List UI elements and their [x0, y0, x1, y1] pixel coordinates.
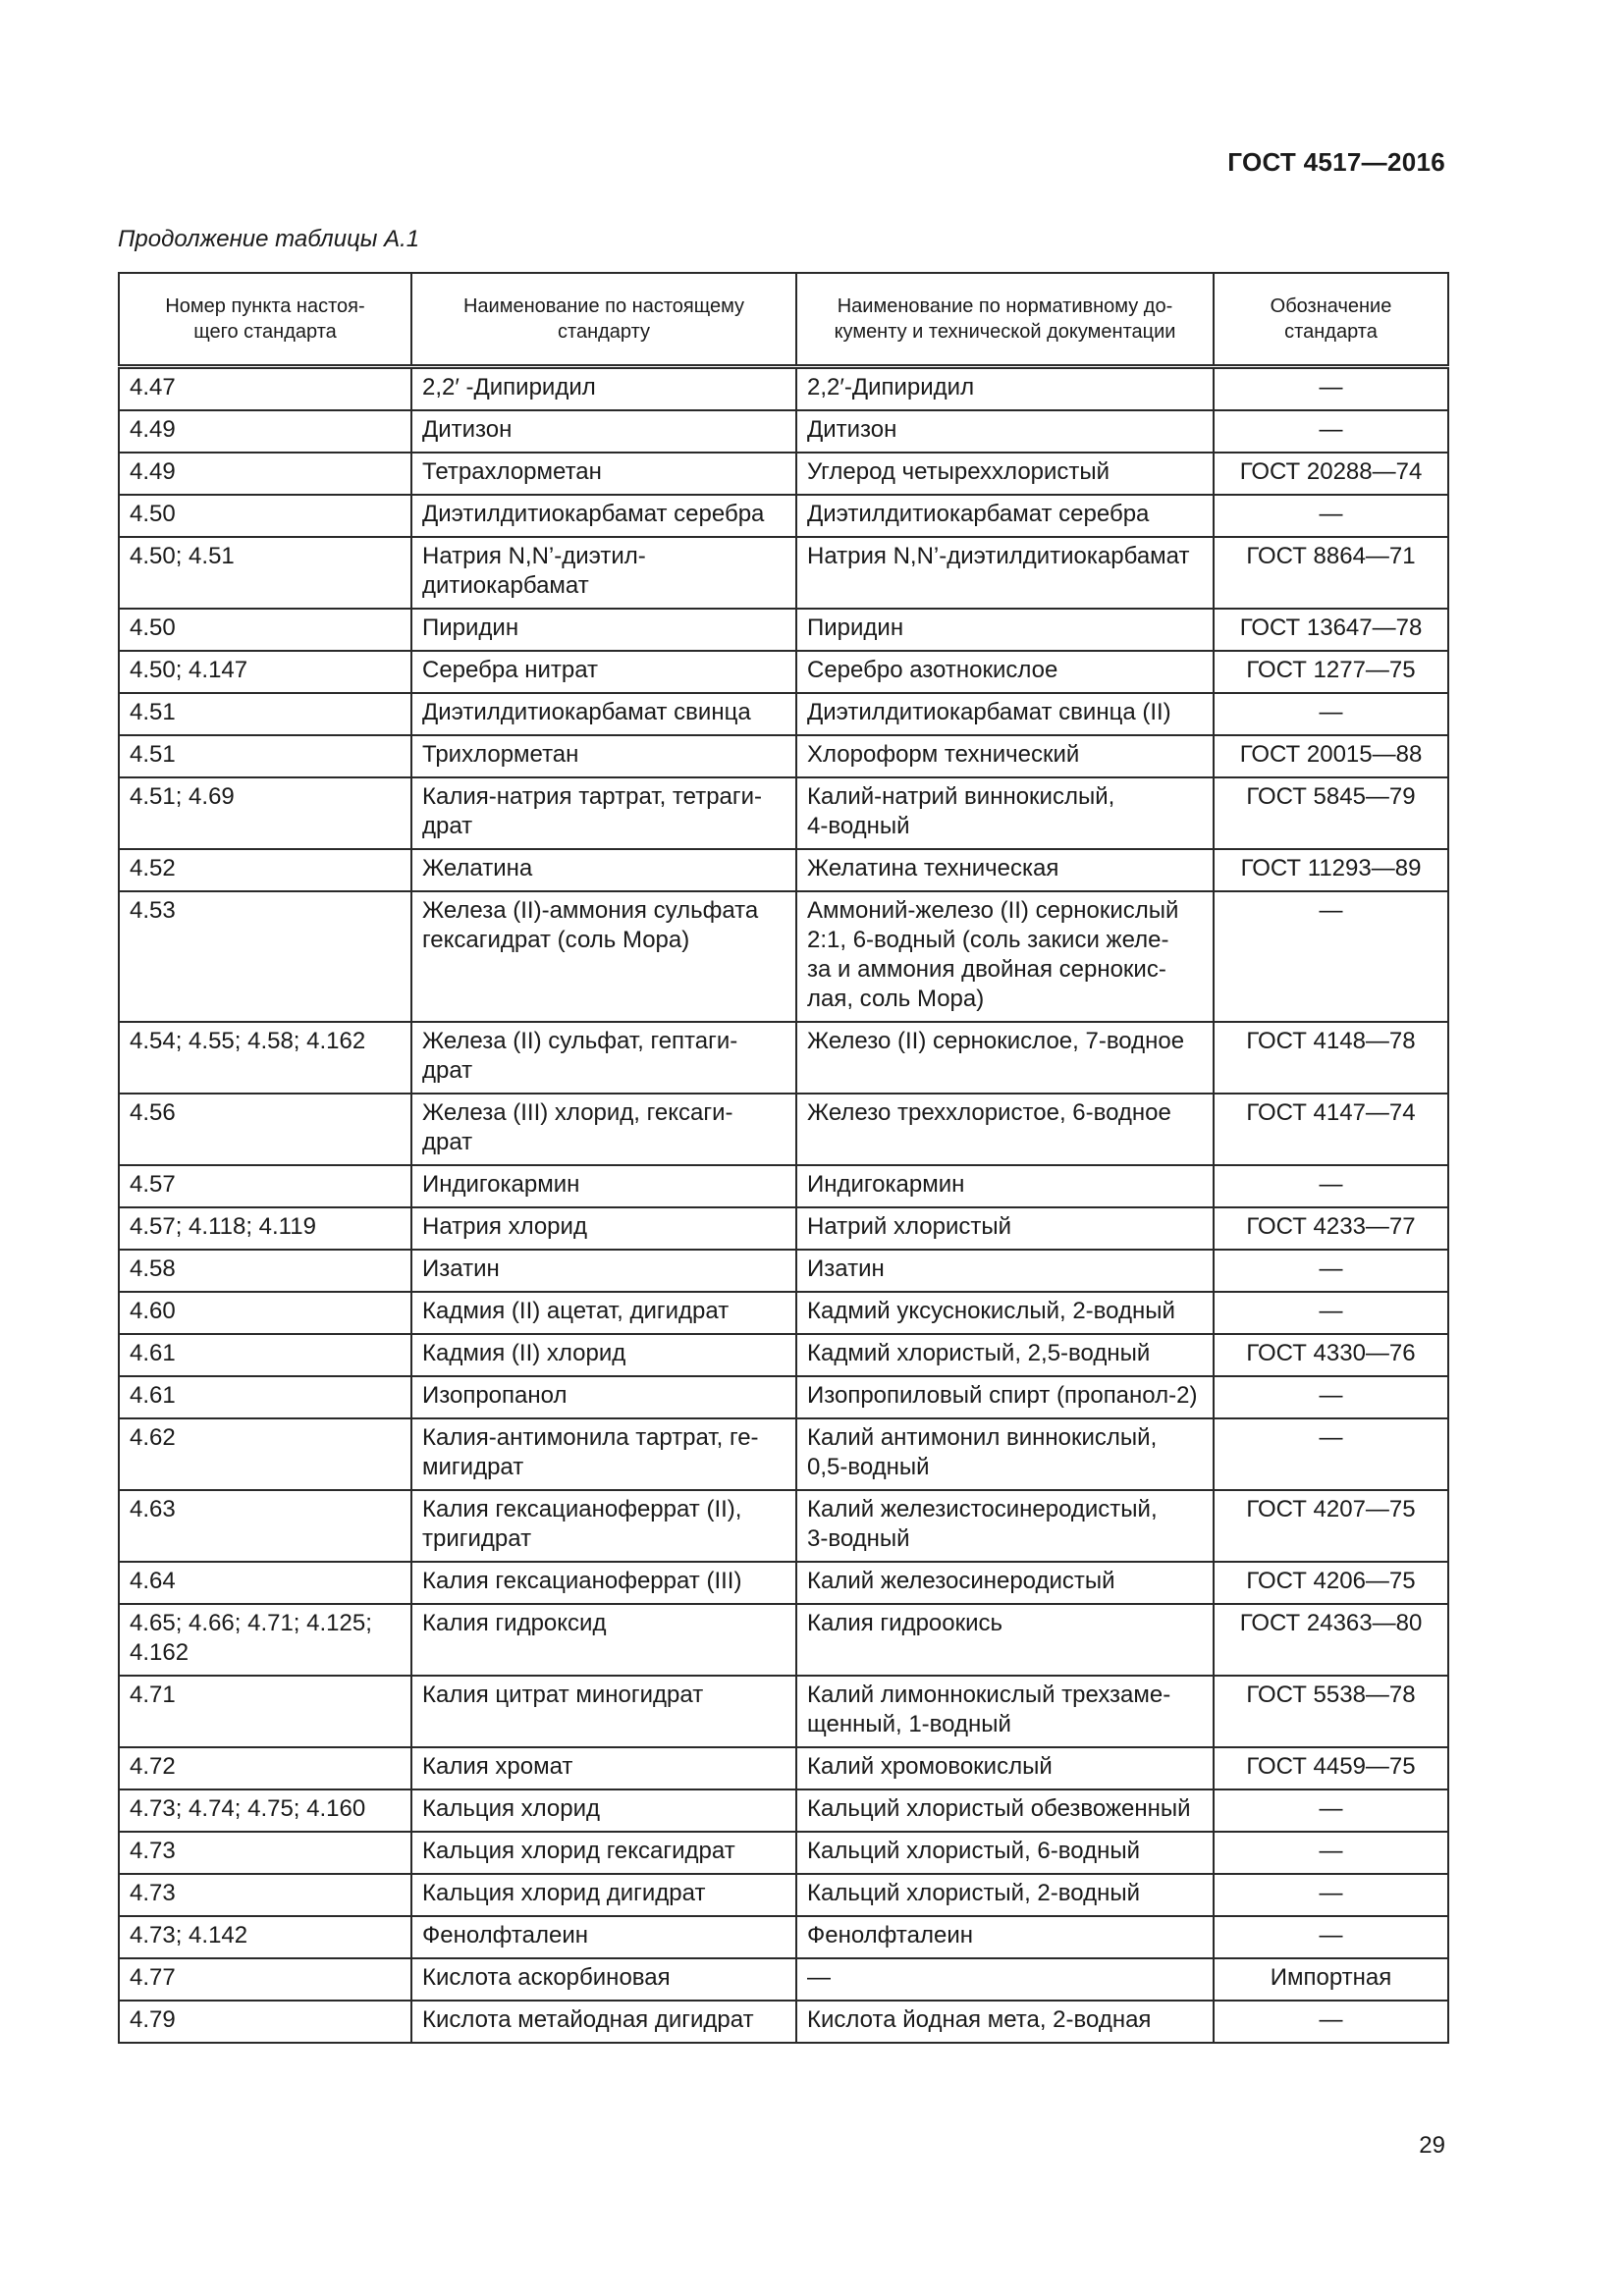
table-row — [119, 693, 1448, 735]
document-code: ГОСТ 4517—2016 — [1227, 147, 1445, 177]
clause-number-cell: 4.73; 4.74; 4.75; 4.160 — [119, 1789, 411, 1832]
header-row — [119, 273, 1448, 367]
clause-number-cell: 4.51; 4.69 — [119, 777, 411, 849]
designation-cell: — — [1214, 1916, 1448, 1958]
clause-number-cell: 4.64 — [119, 1562, 411, 1604]
clause-number-cell: 4.60 — [119, 1292, 411, 1334]
table-row — [119, 1916, 1448, 1958]
document-name-cell: Аммоний-железо (II) сернокислый 2:1, 6-водный (соль закиси желе- за и аммония двойная сернокис- лая, соль Мора) — [796, 891, 1214, 1022]
designation-cell: ГОСТ 20015—88 — [1214, 735, 1448, 777]
reagents-table — [118, 272, 1449, 2044]
standard-name-cell: Натрия хлорид — [411, 1207, 796, 1250]
table-row — [119, 1747, 1448, 1789]
table-row — [119, 1418, 1448, 1490]
designation-cell: — — [1214, 1874, 1448, 1916]
designation-cell: — — [1214, 1292, 1448, 1334]
document-name-cell: Калий железистосинеродистый, 3-водный — [796, 1490, 1214, 1562]
table-row — [119, 367, 1448, 411]
designation-cell: ГОСТ 11293—89 — [1214, 849, 1448, 891]
standard-name-cell: Калия-антимонила тартрат, ге- мигидрат — [411, 1418, 796, 1490]
table-row — [119, 1022, 1448, 1094]
table-row — [119, 891, 1448, 1022]
designation-cell: ГОСТ 4148—78 — [1214, 1022, 1448, 1094]
standard-name-cell: Калия гексацианоферрат (III) — [411, 1562, 796, 1604]
standard-name-cell: Трихлорметан — [411, 735, 796, 777]
standard-name-cell: Пиридин — [411, 609, 796, 651]
document-name-cell: Кальций хлористый, 6-водный — [796, 1832, 1214, 1874]
column-header-standard-designation: Обозначение стандарта — [1214, 273, 1448, 367]
designation-cell: — — [1214, 891, 1448, 1022]
document-name-cell: Хлороформ технический — [796, 735, 1214, 777]
page-number: 29 — [1419, 2132, 1445, 2159]
standard-name-cell: Кислота аскорбиновая — [411, 1958, 796, 2001]
standard-name-cell: Диэтилдитиокарбамат свинца — [411, 693, 796, 735]
standard-name-cell: Кальция хлорид дигидрат — [411, 1874, 796, 1916]
document-name-cell: Изатин — [796, 1250, 1214, 1292]
clause-number-cell: 4.77 — [119, 1958, 411, 2001]
designation-cell: Импортная — [1214, 1958, 1448, 2001]
designation-cell: — — [1214, 367, 1448, 411]
table-row — [119, 1562, 1448, 1604]
table-row — [119, 1676, 1448, 1747]
standard-name-cell: Железа (II) сульфат, гептаги- драт — [411, 1022, 796, 1094]
table-row — [119, 777, 1448, 849]
designation-cell: — — [1214, 1376, 1448, 1418]
document-name-cell: Железо треххлористое, 6-водное — [796, 1094, 1214, 1165]
document-name-cell: Железо (II) сернокислое, 7-водное — [796, 1022, 1214, 1094]
table-header — [119, 273, 1448, 367]
document-name-cell: Кадмий хлористый, 2,5-водный — [796, 1334, 1214, 1376]
clause-number-cell: 4.50 — [119, 495, 411, 537]
standard-name-cell: Серебра нитрат — [411, 651, 796, 693]
designation-cell: ГОСТ 20288—74 — [1214, 453, 1448, 495]
document-name-cell: Кислота йодная мета, 2-водная — [796, 2001, 1214, 2043]
clause-number-cell: 4.58 — [119, 1250, 411, 1292]
document-name-cell: Калий лимоннокислый трехзаме- щенный, 1-водный — [796, 1676, 1214, 1747]
standard-name-cell: Калия гидроксид — [411, 1604, 796, 1676]
designation-cell: — — [1214, 495, 1448, 537]
table-row — [119, 651, 1448, 693]
clause-number-cell: 4.73; 4.142 — [119, 1916, 411, 1958]
document-name-cell: Диэтилдитиокарбамат свинца (II) — [796, 693, 1214, 735]
clause-number-cell: 4.79 — [119, 2001, 411, 2043]
document-name-cell: Дитизон — [796, 410, 1214, 453]
table-row — [119, 1958, 1448, 2001]
document-name-cell: Индигокармин — [796, 1165, 1214, 1207]
standard-name-cell: 2,2′ -Дипиридил — [411, 367, 796, 411]
designation-cell: ГОСТ 13647—78 — [1214, 609, 1448, 651]
designation-cell: ГОСТ 24363—80 — [1214, 1604, 1448, 1676]
table-row — [119, 1165, 1448, 1207]
table-row — [119, 1292, 1448, 1334]
designation-cell: — — [1214, 1418, 1448, 1490]
clause-number-cell: 4.50; 4.147 — [119, 651, 411, 693]
table-body — [119, 367, 1448, 2044]
table-row — [119, 1094, 1448, 1165]
document-name-cell: 2,2′-Дипиридил — [796, 367, 1214, 411]
standard-name-cell: Железа (II)-аммония сульфата гексагидрат (соль Мора) — [411, 891, 796, 1022]
clause-number-cell: 4.73 — [119, 1832, 411, 1874]
table-row — [119, 1832, 1448, 1874]
designation-cell: — — [1214, 1789, 1448, 1832]
designation-cell: — — [1214, 1832, 1448, 1874]
clause-number-cell: 4.53 — [119, 891, 411, 1022]
standard-name-cell: Кислота метайодная дигидрат — [411, 2001, 796, 2043]
document-name-cell: Калий-натрий виннокислый, 4-водный — [796, 777, 1214, 849]
clause-number-cell: 4.50; 4.51 — [119, 537, 411, 609]
standard-name-cell: Дитизон — [411, 410, 796, 453]
table-row — [119, 1207, 1448, 1250]
document-name-cell: Желатина техническая — [796, 849, 1214, 891]
document-name-cell: Калий железосинеродистый — [796, 1562, 1214, 1604]
standard-name-cell: Изопропанол — [411, 1376, 796, 1418]
clause-number-cell: 4.62 — [119, 1418, 411, 1490]
column-header-document-name: Наименование по нормативному до- кументу и технической документации — [796, 273, 1214, 367]
table-row — [119, 2001, 1448, 2043]
clause-number-cell: 4.49 — [119, 453, 411, 495]
designation-cell: — — [1214, 1250, 1448, 1292]
clause-number-cell: 4.61 — [119, 1334, 411, 1376]
table-row — [119, 453, 1448, 495]
table-caption: Продолжение таблицы А.1 — [118, 226, 420, 252]
designation-cell: ГОСТ 5538—78 — [1214, 1676, 1448, 1747]
document-name-cell: Кальций хлористый обезвоженный — [796, 1789, 1214, 1832]
standard-name-cell: Натрия N,N’-диэтил- дитиокарбамат — [411, 537, 796, 609]
document-name-cell: Пиридин — [796, 609, 1214, 651]
table-row — [119, 495, 1448, 537]
clause-number-cell: 4.63 — [119, 1490, 411, 1562]
standard-name-cell: Железа (III) хлорид, гексаги- драт — [411, 1094, 796, 1165]
clause-number-cell: 4.57 — [119, 1165, 411, 1207]
table-row — [119, 1874, 1448, 1916]
document-name-cell: Натрий хлористый — [796, 1207, 1214, 1250]
table-row — [119, 1490, 1448, 1562]
table-row — [119, 1604, 1448, 1676]
table-row — [119, 410, 1448, 453]
designation-cell: ГОСТ 5845—79 — [1214, 777, 1448, 849]
document-name-cell: Калия гидроокись — [796, 1604, 1214, 1676]
document-name-cell: Калий хромовокислый — [796, 1747, 1214, 1789]
document-name-cell: Кальций хлористый, 2-водный — [796, 1874, 1214, 1916]
designation-cell: ГОСТ 4233—77 — [1214, 1207, 1448, 1250]
standard-name-cell: Желатина — [411, 849, 796, 891]
standard-name-cell: Кальция хлорид — [411, 1789, 796, 1832]
table-row — [119, 609, 1448, 651]
clause-number-cell: 4.56 — [119, 1094, 411, 1165]
clause-number-cell: 4.71 — [119, 1676, 411, 1747]
standard-name-cell: Фенолфталеин — [411, 1916, 796, 1958]
standard-name-cell: Индигокармин — [411, 1165, 796, 1207]
document-name-cell: Натрия N,N’-диэтилдитиокарбамат — [796, 537, 1214, 609]
document-name-cell: Изопропиловый спирт (пропанол-2) — [796, 1376, 1214, 1418]
standard-name-cell: Калия-натрия тартрат, тетраги- драт — [411, 777, 796, 849]
designation-cell: ГОСТ 4147—74 — [1214, 1094, 1448, 1165]
table-row — [119, 1789, 1448, 1832]
column-header-standard-name: Наименование по настоящему стандарту — [411, 273, 796, 367]
standard-name-cell: Изатин — [411, 1250, 796, 1292]
clause-number-cell: 4.72 — [119, 1747, 411, 1789]
clause-number-cell: 4.73 — [119, 1874, 411, 1916]
clause-number-cell: 4.61 — [119, 1376, 411, 1418]
standard-name-cell: Кадмия (II) хлорид — [411, 1334, 796, 1376]
clause-number-cell: 4.52 — [119, 849, 411, 891]
table-row — [119, 849, 1448, 891]
table-row — [119, 1376, 1448, 1418]
clause-number-cell: 4.57; 4.118; 4.119 — [119, 1207, 411, 1250]
table-row — [119, 537, 1448, 609]
designation-cell: ГОСТ 4330—76 — [1214, 1334, 1448, 1376]
standard-name-cell: Диэтилдитиокарбамат серебра — [411, 495, 796, 537]
column-header-clause-number: Номер пункта настоя- щего стандарта — [119, 273, 411, 367]
designation-cell: ГОСТ 4459—75 — [1214, 1747, 1448, 1789]
designation-cell: ГОСТ 8864—71 — [1214, 537, 1448, 609]
document-name-cell: Серебро азотнокислое — [796, 651, 1214, 693]
standard-name-cell: Калия цитрат миногидрат — [411, 1676, 796, 1747]
clause-number-cell: 4.65; 4.66; 4.71; 4.125; 4.162 — [119, 1604, 411, 1676]
clause-number-cell: 4.51 — [119, 693, 411, 735]
clause-number-cell: 4.51 — [119, 735, 411, 777]
clause-number-cell: 4.47 — [119, 367, 411, 411]
document-name-cell: Фенолфталеин — [796, 1916, 1214, 1958]
designation-cell: — — [1214, 410, 1448, 453]
designation-cell: ГОСТ 4206—75 — [1214, 1562, 1448, 1604]
standard-name-cell: Калия хромат — [411, 1747, 796, 1789]
standard-name-cell: Кадмия (II) ацетат, дигидрат — [411, 1292, 796, 1334]
document-name-cell: Углерод четыреххлористый — [796, 453, 1214, 495]
clause-number-cell: 4.50 — [119, 609, 411, 651]
designation-cell: ГОСТ 4207—75 — [1214, 1490, 1448, 1562]
designation-cell: — — [1214, 1165, 1448, 1207]
table-row — [119, 735, 1448, 777]
table-row — [119, 1334, 1448, 1376]
designation-cell: — — [1214, 693, 1448, 735]
designation-cell: — — [1214, 2001, 1448, 2043]
standard-name-cell: Тетрахлорметан — [411, 453, 796, 495]
clause-number-cell: 4.54; 4.55; 4.58; 4.162 — [119, 1022, 411, 1094]
document-name-cell: — — [796, 1958, 1214, 2001]
clause-number-cell: 4.49 — [119, 410, 411, 453]
document-name-cell: Калий антимонил виннокислый, 0,5-водный — [796, 1418, 1214, 1490]
designation-cell: ГОСТ 1277—75 — [1214, 651, 1448, 693]
standard-name-cell: Калия гексацианоферрат (II), тригидрат — [411, 1490, 796, 1562]
standard-name-cell: Кальция хлорид гексагидрат — [411, 1832, 796, 1874]
document-name-cell: Кадмий уксуснокислый, 2-водный — [796, 1292, 1214, 1334]
document-name-cell: Диэтилдитиокарбамат серебра — [796, 495, 1214, 537]
table-row — [119, 1250, 1448, 1292]
